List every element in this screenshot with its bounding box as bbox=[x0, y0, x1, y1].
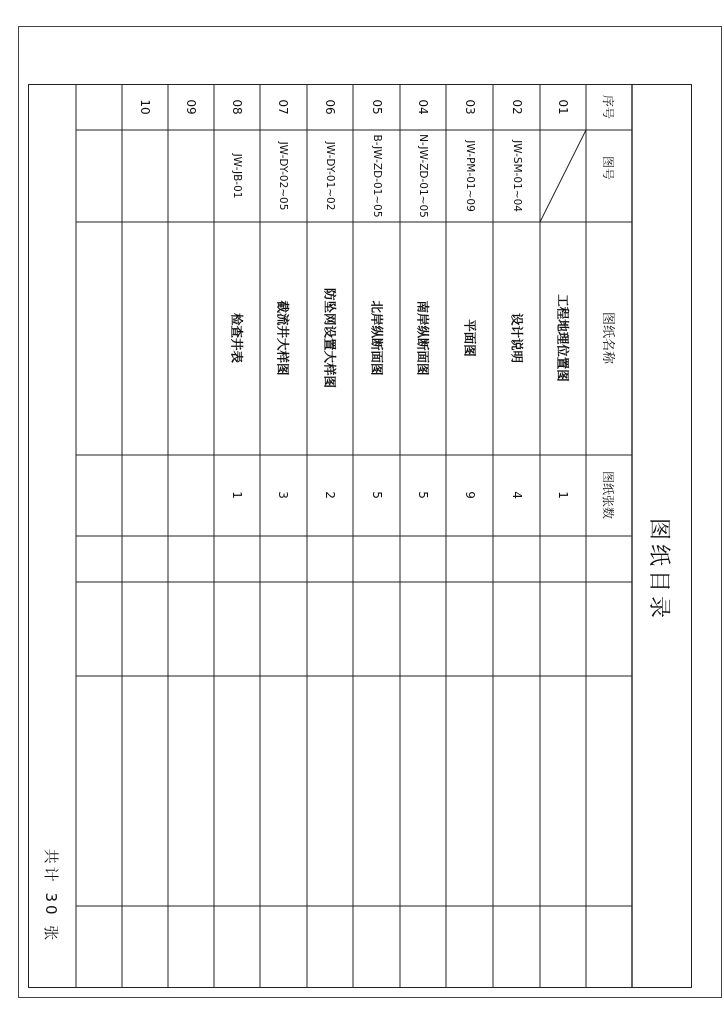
row-sheet-count: 5 bbox=[370, 491, 384, 499]
row-sheet-count: 5 bbox=[416, 491, 430, 499]
row-drawing-no: JW-JB-01 bbox=[231, 153, 243, 199]
table-grid bbox=[76, 84, 632, 988]
row-seq: 10 bbox=[138, 99, 152, 115]
row-drawing-no: B-JW-ZD-01~05 bbox=[371, 134, 383, 218]
row-seq: 08 bbox=[230, 99, 244, 115]
row-drawing-name: 平面图 bbox=[462, 319, 478, 357]
row-drawing-no: JW-DY-01~02 bbox=[324, 141, 336, 211]
row-drawing-no: JW-PM-01~09 bbox=[464, 140, 476, 212]
row-drawing-name: 工程地理位置图 bbox=[555, 294, 571, 382]
row-seq: 02 bbox=[510, 99, 524, 115]
row-drawing-name: 截流井大样图 bbox=[275, 300, 291, 376]
row-seq: 04 bbox=[416, 99, 430, 115]
row-drawing-name: 检查井表 bbox=[229, 312, 245, 364]
table-rows bbox=[138, 99, 571, 498]
row-seq: 05 bbox=[370, 99, 384, 115]
row-drawing-name: 设计说明 bbox=[509, 312, 525, 364]
page-title: 图纸目录 bbox=[646, 517, 671, 623]
total-count: 共计 30 张 bbox=[42, 848, 60, 944]
header-seq: 序号 bbox=[601, 94, 615, 120]
row-drawing-name: 防坠网设置大样图 bbox=[322, 287, 338, 389]
row-drawing-no: N-JW-ZD-01~05 bbox=[417, 134, 429, 218]
row-seq: 07 bbox=[276, 99, 290, 115]
row-sheet-count: 1 bbox=[230, 491, 244, 499]
row-drawing-no: JW-SM-01~04 bbox=[511, 140, 523, 212]
header-sheets: 图纸张数 bbox=[601, 470, 615, 520]
row-drawing-no: JW-DY-02~05 bbox=[277, 141, 289, 211]
row-seq: 03 bbox=[463, 99, 477, 115]
row-sheet-count: 4 bbox=[510, 491, 524, 499]
row-seq: 09 bbox=[184, 99, 198, 115]
row-drawing-name: 北岸纵断面图 bbox=[369, 300, 385, 376]
row-sheet-count: 2 bbox=[323, 491, 337, 499]
row-sheet-count: 1 bbox=[556, 491, 570, 499]
row-sheet-count: 3 bbox=[276, 491, 290, 499]
row-seq: 06 bbox=[323, 99, 337, 115]
row-sheet-count: 9 bbox=[463, 491, 477, 499]
header-drawing-no: 图号 bbox=[601, 155, 615, 181]
row-drawing-name: 南岸纵断面图 bbox=[415, 300, 431, 376]
row-seq: 01 bbox=[556, 99, 570, 115]
header-name: 图纸名称 bbox=[600, 311, 615, 365]
